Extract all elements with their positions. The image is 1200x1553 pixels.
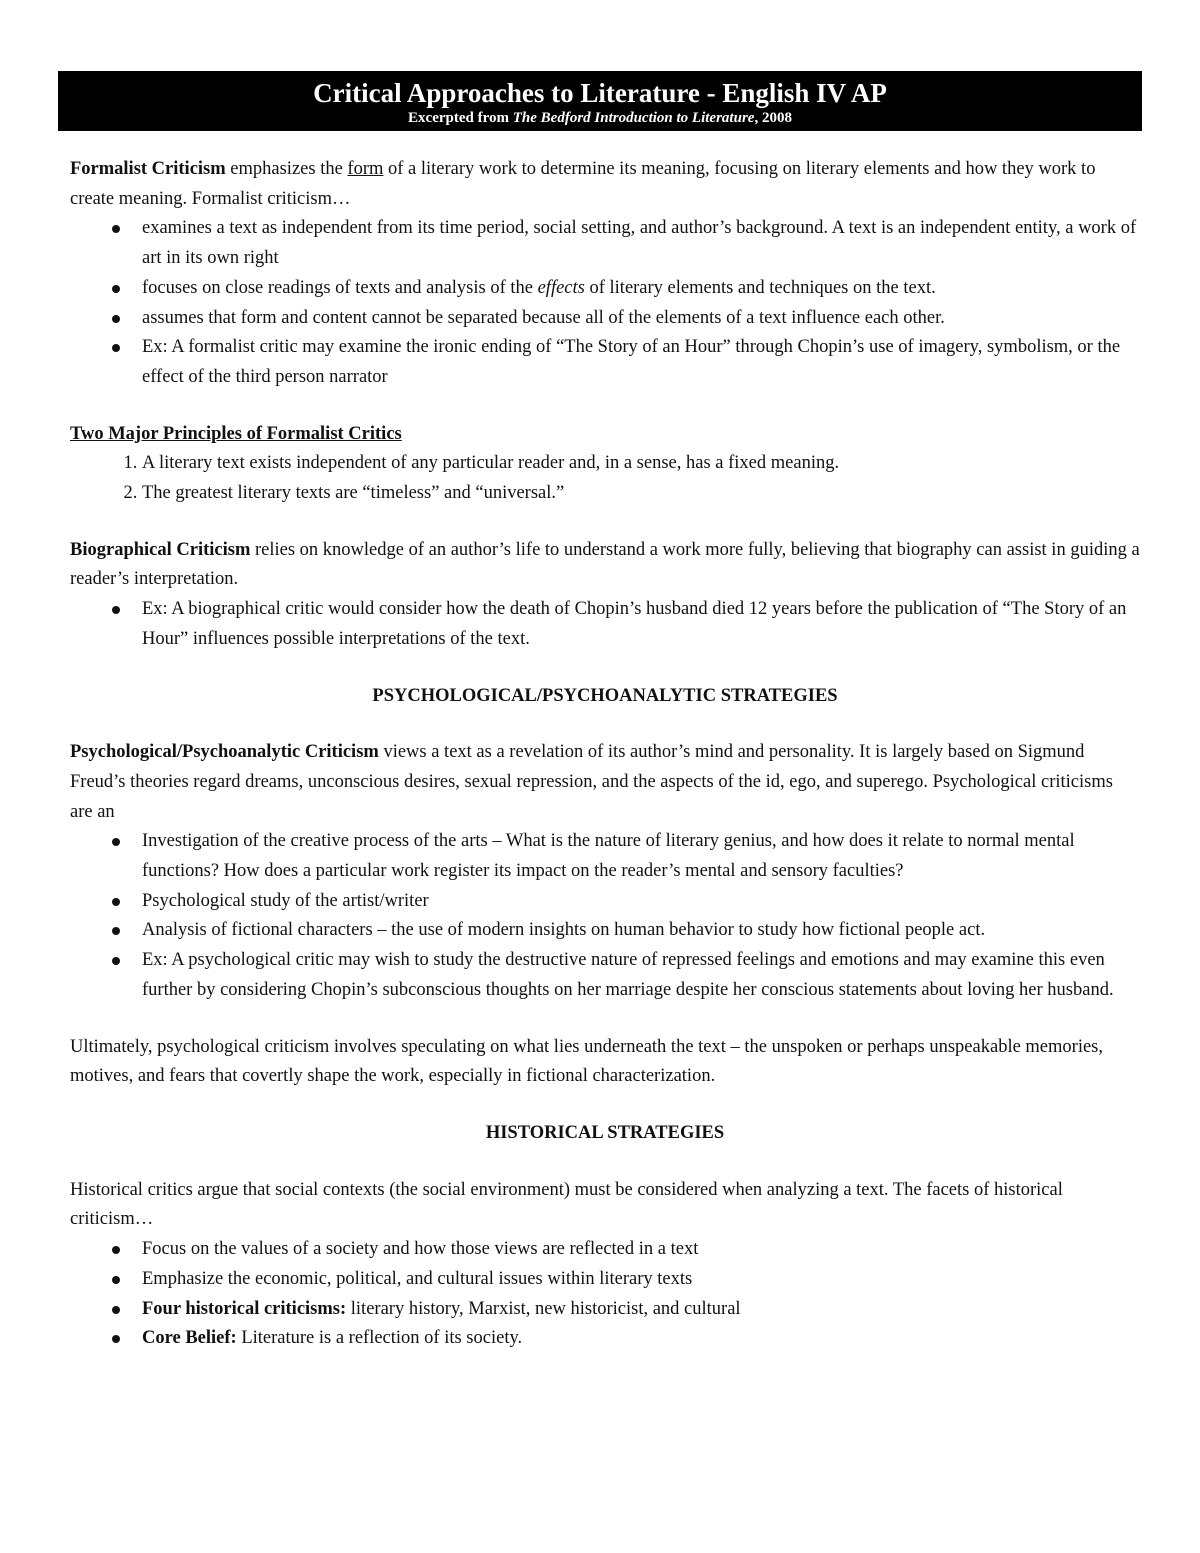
list-item (142, 274, 1140, 304)
list-item: Ex: A psychological critic may wish to study the destructive nature of repressed feelings and emotions and may examine this even further by considering Chopin’s subconscious thoughts on her marriage despite her conscious statements about loving her husband. (142, 946, 1140, 1005)
formalist-list (70, 214, 1140, 392)
formalist-intro (70, 155, 1140, 214)
core-belief-label: Core Belief: (142, 1328, 237, 1349)
subtitle-suffix: , 2008 (754, 110, 792, 126)
list-item (142, 1295, 1140, 1325)
biographical-list (70, 595, 1140, 654)
list-item: Ex: A formalist critic may examine the ironic ending of “The Story of an Hour” through Chopin’s use of imagery, symbolism, or the effect of the third person narrator (142, 333, 1140, 392)
four-criticisms-text: literary history, Marxist, new historicist, and cultural (346, 1298, 741, 1319)
document-body (70, 155, 1140, 1354)
psych-list (70, 827, 1140, 1005)
biographical-intro-text: relies on knowledge of an author’s life to understand a work more fully, believing that biography can assist in guiding a reader’s interpretation. (70, 539, 1140, 590)
historical-section-heading-text: HISTORICAL STRATEGIES (485, 1122, 725, 1143)
principles-heading (70, 420, 1140, 450)
formalist-intro-b: of a literary work to determine its meaning, focusing on literary elements and how they work to create meaning. Formalist criticism… (70, 159, 1096, 209)
list-item: Investigation of the creative process of the arts – What is the nature of literary genius, and how does it relate to normal mental functions? How does a particular work register its impact on the reader’s mental and sensory faculties? (142, 827, 1140, 886)
document-subtitle (58, 110, 1142, 127)
psych-section-heading-text: PSYCHOLOGICAL/PSYCHOANALYTIC STRATEGIES (372, 685, 838, 706)
principles-heading-text: Two Major Principles of Formalist Critics (70, 423, 402, 444)
list-item (142, 1324, 1140, 1354)
principles-list (70, 449, 1140, 508)
subtitle-book: The Bedford Introduction to Literature (512, 110, 755, 126)
list-item: Analysis of fictional characters – the use of modern insights on human behavior to study how fictional people act. (142, 916, 1140, 946)
list-item: Focus on the values of a society and how those views are reflected in a text (142, 1235, 1140, 1265)
formalist-intro-a: emphasizes the (225, 159, 348, 179)
psych-term: Psychological/Psychoanalytic Criticism (70, 742, 379, 763)
list-item: Emphasize the economic, political, and cultural issues within literary texts (142, 1265, 1140, 1295)
list-item: Psychological study of the artist/writer (142, 887, 1140, 917)
biographical-intro (70, 536, 1140, 595)
biographical-term: Biographical Criticism (70, 539, 251, 560)
list-item: examines a text as independent from its time period, social setting, and author’s background. A text is an independent entity, a work of art in its own right (142, 214, 1140, 273)
form-word: form (347, 159, 384, 179)
subtitle-prefix: Excerpted from (408, 110, 513, 126)
list-item: 1. A literary text exists independent of any particular reader and, in a sense, has a fixed meaning. (142, 449, 1140, 479)
title-banner (58, 71, 1142, 131)
historical-section-heading (70, 1119, 1140, 1149)
historical-list (70, 1235, 1140, 1354)
psych-intro-text: views a text as a revelation of its author’s mind and personality. It is largely based on Sigmund Freud’s theories regard dreams, unconscious desires, sexual repression, and the aspects of the id, ego, and superego. Psychological criticisms are an (70, 742, 1113, 822)
psych-closing: Ultimately, psychological criticism involves speculating on what lies underneath the text – the unspoken or perhaps unspeakable memories, motives, and fears that covertly shape the work, especially in fictional characterization. (70, 1036, 1103, 1087)
core-belief-text: Literature is a reflection of its society. (236, 1328, 523, 1349)
document-title: Critical Approaches to Literature - English IV AP (313, 78, 887, 108)
formalist-term: Formalist Criticism (70, 159, 226, 179)
effects-word: effects (537, 277, 585, 298)
bullet-tail: of literary elements and techniques on the text. (584, 277, 936, 298)
list-item: 2. The greatest literary texts are “timeless” and “universal.” (142, 479, 1140, 509)
psych-intro (70, 738, 1140, 827)
historical-intro: Historical critics argue that social contexts (the social environment) must be considered when analyzing a text. The facets of historical criticism… (70, 1179, 1063, 1230)
list-item: assumes that form and content cannot be separated because all of the elements of a text influence each other. (142, 304, 1140, 334)
four-criticisms-label: Four historical criticisms: (142, 1298, 347, 1319)
list-item: Ex: A biographical critic would consider how the death of Chopin’s husband died 12 years before the publication of “The Story of an Hour” influences possible interpretations of the text. (142, 595, 1140, 654)
bullet-text: focuses on close readings of texts and analysis of the (142, 277, 538, 298)
psych-section-heading (70, 682, 1140, 712)
